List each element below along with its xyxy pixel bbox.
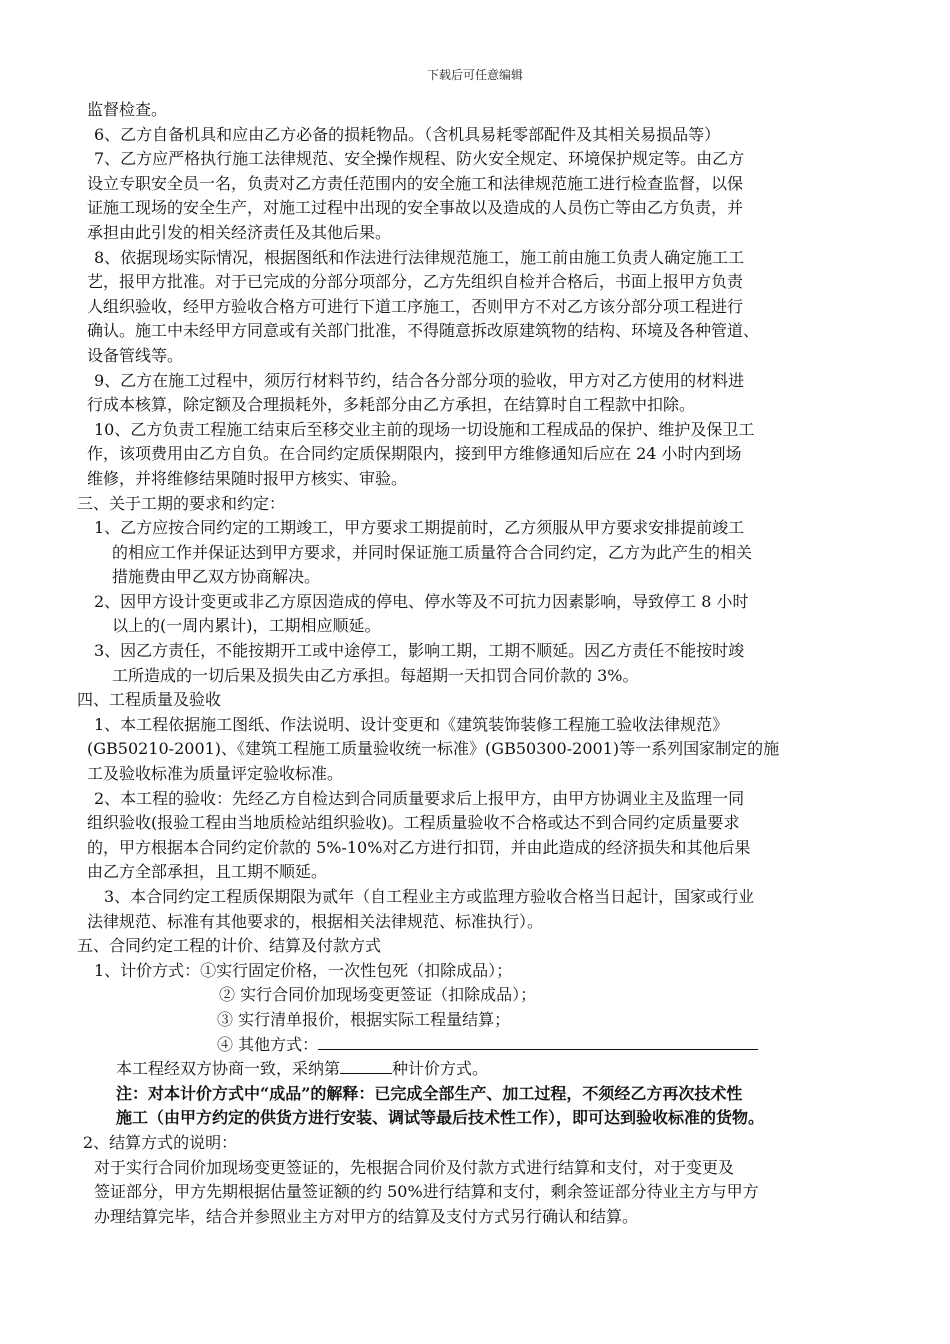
- paragraph-line: 设备管线等。: [87, 345, 184, 365]
- pricing-note: 注：对本计价方式中“成品”的解释：已完成全部生产、加工过程，不须经乙方再次技术性: [116, 1083, 743, 1103]
- paragraph-line: 工及验收标准为质量评定验收标准。: [87, 764, 344, 784]
- paragraph-line: 维修，并将维修结果随时报甲方核实、审验。: [87, 468, 408, 488]
- pricing-option-1: 1、计价方式：①实行固定价格，一次性包死（扣除成品）；: [94, 960, 513, 980]
- paragraph-line: 人组织验收，经甲方验收合格方可进行下道工序施工，否则甲方不对乙方该分部分项工程进行: [87, 296, 744, 316]
- clause-4-2: 2、本工程的验收：先经乙方自检达到合同质量要求后上报甲方，由甲方协调业主及监理一同: [94, 788, 745, 808]
- paragraph-line: 法律规范、标准有其他要求的，根据相关法律规范、标准执行）。: [87, 911, 544, 931]
- pricing-option-3: ③ 实行清单报价，根据实际工程量结算；: [217, 1009, 511, 1029]
- paragraph-line: 由乙方全部承担，且工期不顺延。: [87, 862, 328, 882]
- paragraph-line: 以上的(一周内累计)，工期相应顺延。: [112, 616, 381, 636]
- paragraph-line: 证施工现场的安全生产，对施工过程中出现的安全事故以及造成的人员伤亡等由乙方负责，并: [87, 198, 744, 218]
- clause-6: 6、乙方自备机具和应由乙方必备的损耗物品。（含机具易耗零部配件及其相关易损品等）: [94, 124, 721, 144]
- section-4-title: 四、工程质量及验收: [77, 690, 222, 710]
- paragraph-line: 作，该项费用由乙方自负。在合同约定质保期限内，接到甲方维修通知后应在 24 小时内到场: [87, 444, 742, 464]
- section-5-title: 五、合同约定工程的计价、结算及付款方式: [77, 936, 382, 956]
- paragraph-line: 工所造成的一切后果及损失由乙方承担。每超期一天扣罚合同价款的 3%。: [112, 665, 639, 685]
- pricing-choice-line: [87, 1057, 897, 1082]
- pricing-choice-prefix: 本工程经双方协商一致，采纳第: [116, 1059, 341, 1079]
- clause-3-2: 2、因甲方设计变更或非乙方原因造成的停电、停水等及不可抗力因素影响，导致停工 8 小时: [94, 591, 749, 611]
- section-3-title: 三、关于工期的要求和约定：: [77, 493, 286, 513]
- pricing-option-4-label: ④ 其他方式：: [217, 1034, 319, 1054]
- paragraph-line: 确认。施工中未经甲方同意或有关部门批准，不得随意拆改原建筑物的结构、环境及各种管道、: [87, 321, 760, 341]
- other-method-blank[interactable]: [318, 1033, 758, 1050]
- paragraph-line: (GB50210-2001)、《建筑工程施工质量验收统一标准》(GB50300-2001)等一系列国家制定的施: [87, 739, 780, 759]
- paragraph-line: 设立专职安全员一名，负责对乙方责任范围内的安全施工和法律规范施工进行检查监督，以保: [87, 173, 744, 193]
- paragraph-line: 签证部分，甲方先期根据估量签证额的约 50%进行结算和支付，剩余签证部分待业主方与甲方: [94, 1182, 759, 1202]
- paragraph-line: 施工（由甲方约定的供货方进行安装、调试等最后技术性工作），即可达到验收标准的货物。: [116, 1108, 765, 1128]
- paragraph-line: 组织验收(报验工程由当地质检站组织验收)。工程质量验收不合格或达不到合同约定质量要求: [87, 813, 740, 833]
- pricing-choice-blank[interactable]: [340, 1057, 392, 1074]
- clause-4-1: 1、本工程依据施工图纸、作法说明、设计变更和《建筑装饰装修工程施工验收法律规范》: [94, 714, 729, 734]
- page-header-note: 下载后可任意编辑: [426, 68, 523, 82]
- clause-3-1: 1、乙方应按合同约定的工期竣工，甲方要求工期提前时，乙方须服从甲方要求安排提前竣工: [94, 518, 745, 538]
- paragraph-line: 监督检查。: [87, 100, 168, 119]
- contract-body: [77, 98, 897, 1229]
- pricing-option-4: [87, 1033, 897, 1058]
- pricing-option-2: ② 实行合同价加现场变更签证（扣除成品）；: [219, 985, 537, 1005]
- clause-9: 9、乙方在施工过程中，须厉行材料节约，结合各分部分项的验收，甲方对乙方使用的材料进: [94, 370, 745, 390]
- clause-8: 8、依据现场实际情况，根据图纸和作法进行法律规范施工，施工前由施工负责人确定施工工: [94, 247, 745, 267]
- paragraph-line: 的相应工作并保证达到甲方要求，并同时保证施工质量符合合同约定，乙方为此产生的相关: [112, 542, 753, 562]
- paragraph-line: 承担由此引发的相关经济责任及其他后果。: [87, 222, 392, 242]
- settlement-title: 2、结算方式的说明：: [83, 1132, 238, 1152]
- clause-4-3: 3、本合同约定工程质保期限为贰年（自工程业主方或监理方验收合格当日起计，国家或行业: [104, 887, 755, 906]
- clause-3-3: 3、因乙方责任，不能按期开工或中途停工，影响工期，工期不顺延。因乙方责任不能按时竣: [94, 641, 745, 661]
- clause-7: 7、乙方应严格执行施工法律规范、安全操作规程、防火安全规定、环境保护规定等。由乙方: [94, 149, 745, 169]
- paragraph-line: 行成本核算，除定额及合理损耗外，多耗部分由乙方承担，在结算时自工程款中扣除。: [87, 395, 696, 415]
- settlement-body: 对于实行合同价加现场变更签证的，先根据合同价及付款方式进行结算和支付，对于变更及: [94, 1157, 735, 1177]
- paragraph-line: 的，甲方根据本合同约定价款的 5%-10%对乙方进行扣罚，并由此造成的经济损失和其他后果: [87, 837, 751, 857]
- pricing-choice-suffix: 种计价方式。: [392, 1059, 489, 1079]
- paragraph-line: 办理结算完毕，结合并参照业主方对甲方的结算及支付方式另行确认和结算。: [94, 1206, 639, 1226]
- paragraph-line: 艺，报甲方批准。对于已完成的分部分项部分，乙方先组织自检并合格后，书面上报甲方负责: [87, 272, 744, 292]
- paragraph-line: 措施费由甲乙双方协商解决。: [112, 567, 321, 587]
- clause-10: 10、乙方负责工程施工结束后至移交业主前的现场一切设施和工程成品的保护、维护及保卫工: [94, 419, 755, 439]
